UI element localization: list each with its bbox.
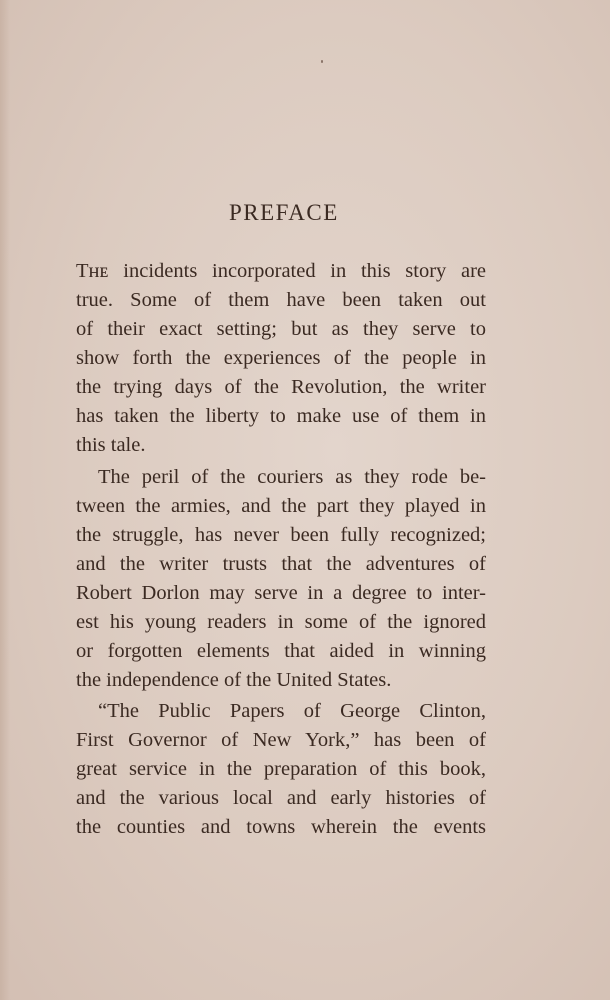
text-line: First Governor of New York,” has been of [76, 729, 486, 751]
text-line: great service in the preparation of this book, [76, 758, 486, 780]
text-line: tween the armies, and the part they played in [76, 495, 486, 517]
preface-title: PREFACE [229, 200, 339, 225]
text-line: and the various local and early histories of [76, 787, 486, 809]
text-line: show forth the experiences of the people in [76, 347, 486, 369]
text-line: and the writer trusts that the adventures of [76, 553, 486, 575]
text-line: true. Some of them have been taken out [76, 289, 486, 311]
text-line: the struggle, has never been fully recognized; [76, 524, 486, 546]
text-line: the trying days of the Revolution, the writer [76, 376, 486, 398]
text-line: Robert Dorlon may serve in a degree to inter- [76, 582, 486, 604]
text-line: the counties and towns wherein the events [76, 816, 486, 838]
ink-speck [321, 60, 323, 63]
text-line: Tʜᴇ incidents incorporated in this story are [76, 260, 486, 282]
text-line: est his young readers in some of the ignored [76, 611, 486, 633]
text-line: the independence of the United States. [76, 669, 392, 691]
text-line: has taken the liberty to make use of them in [76, 405, 486, 427]
text-line: The peril of the couriers as they rode be- [98, 466, 486, 488]
text-line: of their exact setting; but as they serve to [76, 318, 486, 340]
text-line: this tale. [76, 434, 146, 456]
text-line: “The Public Papers of George Clinton, [98, 700, 486, 722]
page-edge-shadow [0, 0, 10, 1000]
text-line: or forgotten elements that aided in winning [76, 640, 486, 662]
